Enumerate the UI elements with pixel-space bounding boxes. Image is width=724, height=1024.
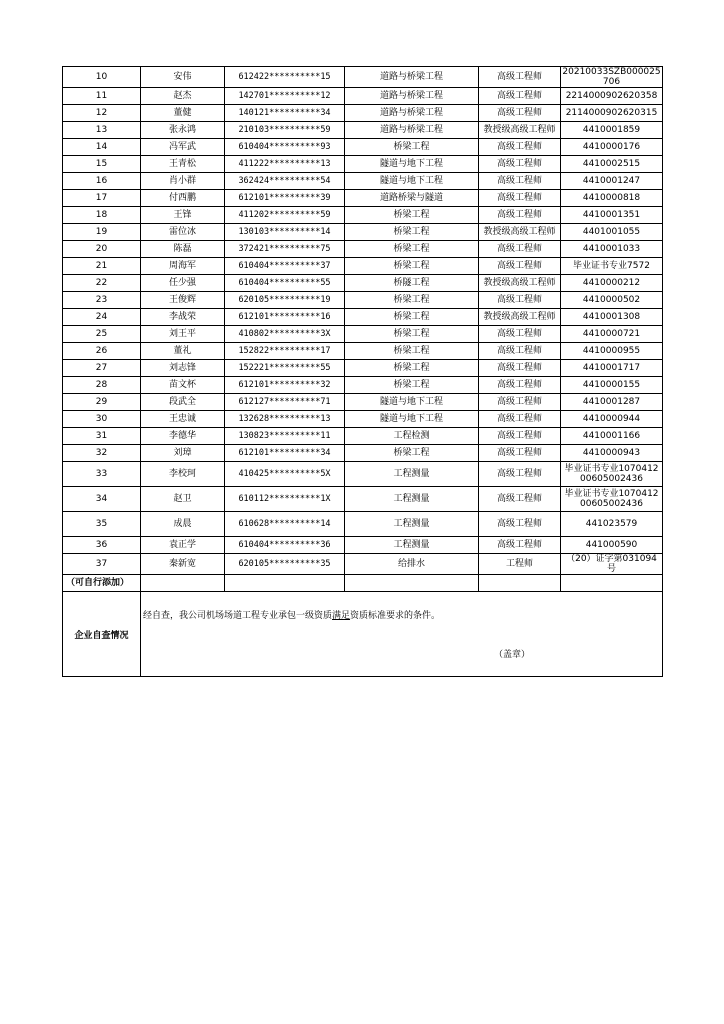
professional-title-cell: 高级工程师 — [479, 88, 561, 105]
add-row-label: （可自行添加） — [63, 575, 141, 592]
person-name-cell: 董健 — [141, 105, 225, 122]
row-number-cell: 29 — [63, 394, 141, 411]
id-number-cell: 620105**********19 — [225, 292, 345, 309]
certificate-number-cell: 毕业证书专业107041200605002436 — [561, 462, 663, 487]
person-name-cell: 周海军 — [141, 258, 225, 275]
professional-title-cell: 高级工程师 — [479, 487, 561, 512]
professional-title-cell: 教授级高级工程师 — [479, 309, 561, 326]
id-number-cell: 610404**********37 — [225, 258, 345, 275]
statement-suffix: 资质标准要求的条件。 — [350, 611, 441, 621]
professional-title-cell: 工程师 — [479, 554, 561, 575]
person-name-cell: 付西鹏 — [141, 190, 225, 207]
self-check-table — [62, 591, 663, 677]
table-row — [63, 309, 663, 326]
certificate-number-cell: 4410001287 — [561, 394, 663, 411]
row-number-cell: 35 — [63, 512, 141, 537]
professional-title-cell: 高级工程师 — [479, 173, 561, 190]
professional-title-cell: 高级工程师 — [479, 343, 561, 360]
id-number-cell: 610112**********1X — [225, 487, 345, 512]
staff-table — [62, 66, 663, 592]
id-number-cell: 612101**********32 — [225, 377, 345, 394]
certificate-number-cell: 20210033SZB000025706 — [562, 67, 661, 87]
row-number-cell: 11 — [63, 88, 141, 105]
self-check-label: 企业自查情况 — [63, 592, 141, 677]
professional-title-cell: 高级工程师 — [479, 411, 561, 428]
major-field-cell: 桥梁工程 — [345, 292, 479, 309]
self-check-row — [63, 592, 663, 677]
table-row — [63, 275, 663, 292]
row-number-cell: 17 — [63, 190, 141, 207]
person-name-cell: 王锋 — [141, 207, 225, 224]
professional-title-cell: 高级工程师 — [479, 105, 561, 122]
professional-title-cell: 教授级高级工程师 — [479, 122, 561, 139]
person-name-cell: 王青松 — [141, 156, 225, 173]
professional-title-cell: 教授级高级工程师 — [479, 224, 561, 241]
major-field-cell: 隧道与地下工程 — [345, 173, 479, 190]
professional-title-cell: 高级工程师 — [479, 512, 561, 537]
row-number-cell: 15 — [63, 156, 141, 173]
certificate-number-cell: 4410000943 — [561, 445, 663, 462]
person-name-cell: 李校珂 — [141, 462, 225, 487]
id-number-cell: 152221**********55 — [225, 360, 345, 377]
self-check-body — [141, 592, 663, 677]
table-row — [63, 428, 663, 445]
person-name-cell: 成晨 — [141, 512, 225, 537]
id-number-cell: 610404**********55 — [225, 275, 345, 292]
certificate-number-cell: 4410000818 — [561, 190, 663, 207]
major-field-cell: 桥梁工程 — [345, 326, 479, 343]
certificate-number-cell: 4410001859 — [561, 122, 663, 139]
professional-title-cell: 高级工程师 — [479, 190, 561, 207]
id-number-cell: 130823**********11 — [225, 428, 345, 445]
professional-title-cell: 高级工程师 — [479, 139, 561, 156]
certificate-number-cell: 4410001166 — [561, 428, 663, 445]
person-name-cell: 雷位冰 — [141, 224, 225, 241]
major-field-cell: 桥梁工程 — [345, 241, 479, 258]
empty-cell — [479, 575, 561, 592]
row-number-cell: 28 — [63, 377, 141, 394]
id-number-cell: 620105**********35 — [225, 554, 345, 575]
certificate-number-cell: 4410001717 — [561, 360, 663, 377]
id-number-cell: 410802**********3X — [225, 326, 345, 343]
id-number-cell: 612127**********71 — [225, 394, 345, 411]
major-field-cell: 道路与桥梁工程 — [345, 105, 479, 122]
row-number-cell: 34 — [63, 487, 141, 512]
major-field-cell: 道路与桥梁工程 — [345, 67, 479, 88]
id-number-cell: 411222**********13 — [225, 156, 345, 173]
professional-title-cell: 高级工程师 — [479, 258, 561, 275]
certificate-number-cell: 4410002515 — [561, 156, 663, 173]
row-number-cell: 31 — [63, 428, 141, 445]
certificate-number-cell: 4410000502 — [561, 292, 663, 309]
major-field-cell: 隧道与地下工程 — [345, 411, 479, 428]
id-number-cell: 610628**********14 — [225, 512, 345, 537]
certificate-number-cell: 4410000944 — [561, 411, 663, 428]
row-number-cell: 10 — [63, 67, 141, 88]
row-number-cell: 21 — [63, 258, 141, 275]
row-number-cell: 26 — [63, 343, 141, 360]
empty-cell — [225, 575, 345, 592]
major-field-cell: 工程检测 — [345, 428, 479, 445]
row-number-cell: 23 — [63, 292, 141, 309]
major-field-cell: 桥梁工程 — [345, 258, 479, 275]
certificate-number-cell: 4410000955 — [561, 343, 663, 360]
person-name-cell: 肖小群 — [141, 173, 225, 190]
row-number-cell: 20 — [63, 241, 141, 258]
person-name-cell: 刘志锋 — [141, 360, 225, 377]
id-number-cell: 612422**********15 — [225, 67, 345, 88]
row-number-cell: 13 — [63, 122, 141, 139]
professional-title-cell: 高级工程师 — [479, 428, 561, 445]
id-number-cell: 610404**********36 — [225, 537, 345, 554]
major-field-cell: 桥梁工程 — [345, 224, 479, 241]
major-field-cell: 隧道与地下工程 — [345, 156, 479, 173]
major-field-cell: 工程测量 — [345, 512, 479, 537]
table-row — [63, 512, 663, 537]
empty-cell — [141, 575, 225, 592]
professional-title-cell: 高级工程师 — [479, 360, 561, 377]
person-name-cell: 李战荣 — [141, 309, 225, 326]
major-field-cell: 桥梁工程 — [345, 343, 479, 360]
person-name-cell: 任少强 — [141, 275, 225, 292]
id-number-cell: 612101**********16 — [225, 309, 345, 326]
person-name-cell: 陈磊 — [141, 241, 225, 258]
table-row — [63, 190, 663, 207]
person-name-cell: 赵杰 — [141, 88, 225, 105]
statement-blank: 满足 — [332, 611, 351, 621]
certificate-number-cell: 毕业证书专业7572 — [561, 258, 663, 275]
professional-title-cell: 高级工程师 — [479, 377, 561, 394]
id-number-cell: 130103**********14 — [225, 224, 345, 241]
certificate-number-cell: （20）证字第031094号 — [561, 554, 663, 575]
row-number-cell: 12 — [63, 105, 141, 122]
person-name-cell: 段武全 — [141, 394, 225, 411]
row-number-cell: 30 — [63, 411, 141, 428]
certificate-number-cell: 4410001247 — [561, 173, 663, 190]
major-field-cell: 桥梁工程 — [345, 377, 479, 394]
certificate-number-cell: 毕业证书专业107041200605002436 — [561, 487, 663, 512]
row-number-cell: 37 — [63, 554, 141, 575]
certificate-number-cell: 4410001308 — [561, 309, 663, 326]
row-number-cell: 14 — [63, 139, 141, 156]
professional-title-cell: 高级工程师 — [479, 292, 561, 309]
certificate-number-cell: 4401001055 — [561, 224, 663, 241]
id-number-cell: 362424**********54 — [225, 173, 345, 190]
person-name-cell: 袁正学 — [141, 537, 225, 554]
row-number-cell: 25 — [63, 326, 141, 343]
table-row — [63, 360, 663, 377]
major-field-cell: 道路与桥梁工程 — [345, 88, 479, 105]
professional-title-cell: 教授级高级工程师 — [479, 275, 561, 292]
table-row — [63, 394, 663, 411]
table-row — [63, 67, 663, 88]
certificate-number-cell: 2214000902620358 — [561, 88, 663, 105]
row-number-cell: 33 — [63, 462, 141, 487]
row-number-cell: 22 — [63, 275, 141, 292]
row-number-cell: 18 — [63, 207, 141, 224]
professional-title-cell: 高级工程师 — [479, 445, 561, 462]
person-name-cell: 安伟 — [141, 67, 225, 88]
person-name-cell: 王俊辉 — [141, 292, 225, 309]
person-name-cell: 秦新宽 — [141, 554, 225, 575]
person-name-cell: 苗文杯 — [141, 377, 225, 394]
certificate-number-cell: 4410000176 — [561, 139, 663, 156]
id-number-cell: 410425**********5X — [225, 462, 345, 487]
empty-cell — [561, 575, 663, 592]
row-number-cell: 36 — [63, 537, 141, 554]
certificate-number-cell: 4410000721 — [561, 326, 663, 343]
self-check-statement — [143, 608, 440, 621]
table-row — [63, 343, 663, 360]
table-row — [63, 241, 663, 258]
table-row — [63, 554, 663, 575]
certificate-number-cell: 2114000902620315 — [561, 105, 663, 122]
major-field-cell: 桥梁工程 — [345, 360, 479, 377]
major-field-cell: 桥梁工程 — [345, 309, 479, 326]
row-number-cell: 24 — [63, 309, 141, 326]
major-field-cell: 桥梁工程 — [345, 139, 479, 156]
professional-title-cell: 高级工程师 — [479, 537, 561, 554]
table-row — [63, 105, 663, 122]
certificate-number-cell: 4410000212 — [561, 275, 663, 292]
major-field-cell: 桥梁工程 — [345, 207, 479, 224]
row-number-cell: 16 — [63, 173, 141, 190]
table-row — [63, 537, 663, 554]
table-row — [63, 173, 663, 190]
table-row — [63, 462, 663, 487]
id-number-cell: 612101**********34 — [225, 445, 345, 462]
major-field-cell: 工程测量 — [345, 487, 479, 512]
professional-title-cell: 高级工程师 — [479, 67, 561, 88]
professional-title-cell: 高级工程师 — [479, 156, 561, 173]
id-number-cell: 142701**********12 — [225, 88, 345, 105]
major-field-cell: 工程测量 — [345, 462, 479, 487]
person-name-cell: 李德华 — [141, 428, 225, 445]
table-row — [63, 139, 663, 156]
person-name-cell: 张永鸿 — [141, 122, 225, 139]
major-field-cell: 桥隧工程 — [345, 275, 479, 292]
person-name-cell: 王忠诚 — [141, 411, 225, 428]
certificate-number-cell: 4410000155 — [561, 377, 663, 394]
statement-prefix: 经自查，我公司机场场道工程专业承包一级资质 — [143, 611, 333, 621]
row-number-cell: 32 — [63, 445, 141, 462]
staff-qualification-sheet — [62, 66, 662, 677]
table-row — [63, 326, 663, 343]
person-name-cell: 冯军武 — [141, 139, 225, 156]
table-row — [63, 122, 663, 139]
id-number-cell: 132628**********13 — [225, 411, 345, 428]
major-field-cell: 隧道与地下工程 — [345, 394, 479, 411]
table-row — [63, 292, 663, 309]
id-number-cell: 210103**********59 — [225, 122, 345, 139]
certificate-number-cell: 4410001351 — [561, 207, 663, 224]
professional-title-cell: 高级工程师 — [479, 207, 561, 224]
seal-label: （盖章） — [493, 650, 530, 660]
professional-title-cell: 高级工程师 — [479, 241, 561, 258]
professional-title-cell: 高级工程师 — [479, 462, 561, 487]
major-field-cell: 工程测量 — [345, 537, 479, 554]
major-field-cell: 桥梁工程 — [345, 445, 479, 462]
certificate-number-cell: 441000590 — [561, 537, 663, 554]
staff-table-body — [63, 67, 663, 592]
table-row — [63, 207, 663, 224]
person-name-cell: 刘王平 — [141, 326, 225, 343]
professional-title-cell: 高级工程师 — [479, 394, 561, 411]
empty-cell — [345, 575, 479, 592]
table-row — [63, 445, 663, 462]
table-row — [63, 224, 663, 241]
table-row — [63, 487, 663, 512]
table-row — [63, 156, 663, 173]
certificate-number-cell: 441023579 — [561, 512, 663, 537]
table-row — [63, 411, 663, 428]
id-number-cell: 152822**********17 — [225, 343, 345, 360]
major-field-cell: 道路桥梁与隧道 — [345, 190, 479, 207]
id-number-cell: 612101**********39 — [225, 190, 345, 207]
row-number-cell: 27 — [63, 360, 141, 377]
table-row — [63, 258, 663, 275]
add-row-hint — [63, 575, 663, 592]
professional-title-cell: 高级工程师 — [479, 326, 561, 343]
table-row — [63, 88, 663, 105]
person-name-cell: 董礼 — [141, 343, 225, 360]
person-name-cell: 赵卫 — [141, 487, 225, 512]
id-number-cell: 140121**********34 — [225, 105, 345, 122]
major-field-cell: 给排水 — [345, 554, 479, 575]
row-number-cell: 19 — [63, 224, 141, 241]
id-number-cell: 411202**********59 — [225, 207, 345, 224]
person-name-cell: 刘璋 — [141, 445, 225, 462]
id-number-cell: 372421**********75 — [225, 241, 345, 258]
major-field-cell: 道路与桥梁工程 — [345, 122, 479, 139]
certificate-number-cell: 4410001033 — [561, 241, 663, 258]
id-number-cell: 610404**********93 — [225, 139, 345, 156]
table-row — [63, 377, 663, 394]
